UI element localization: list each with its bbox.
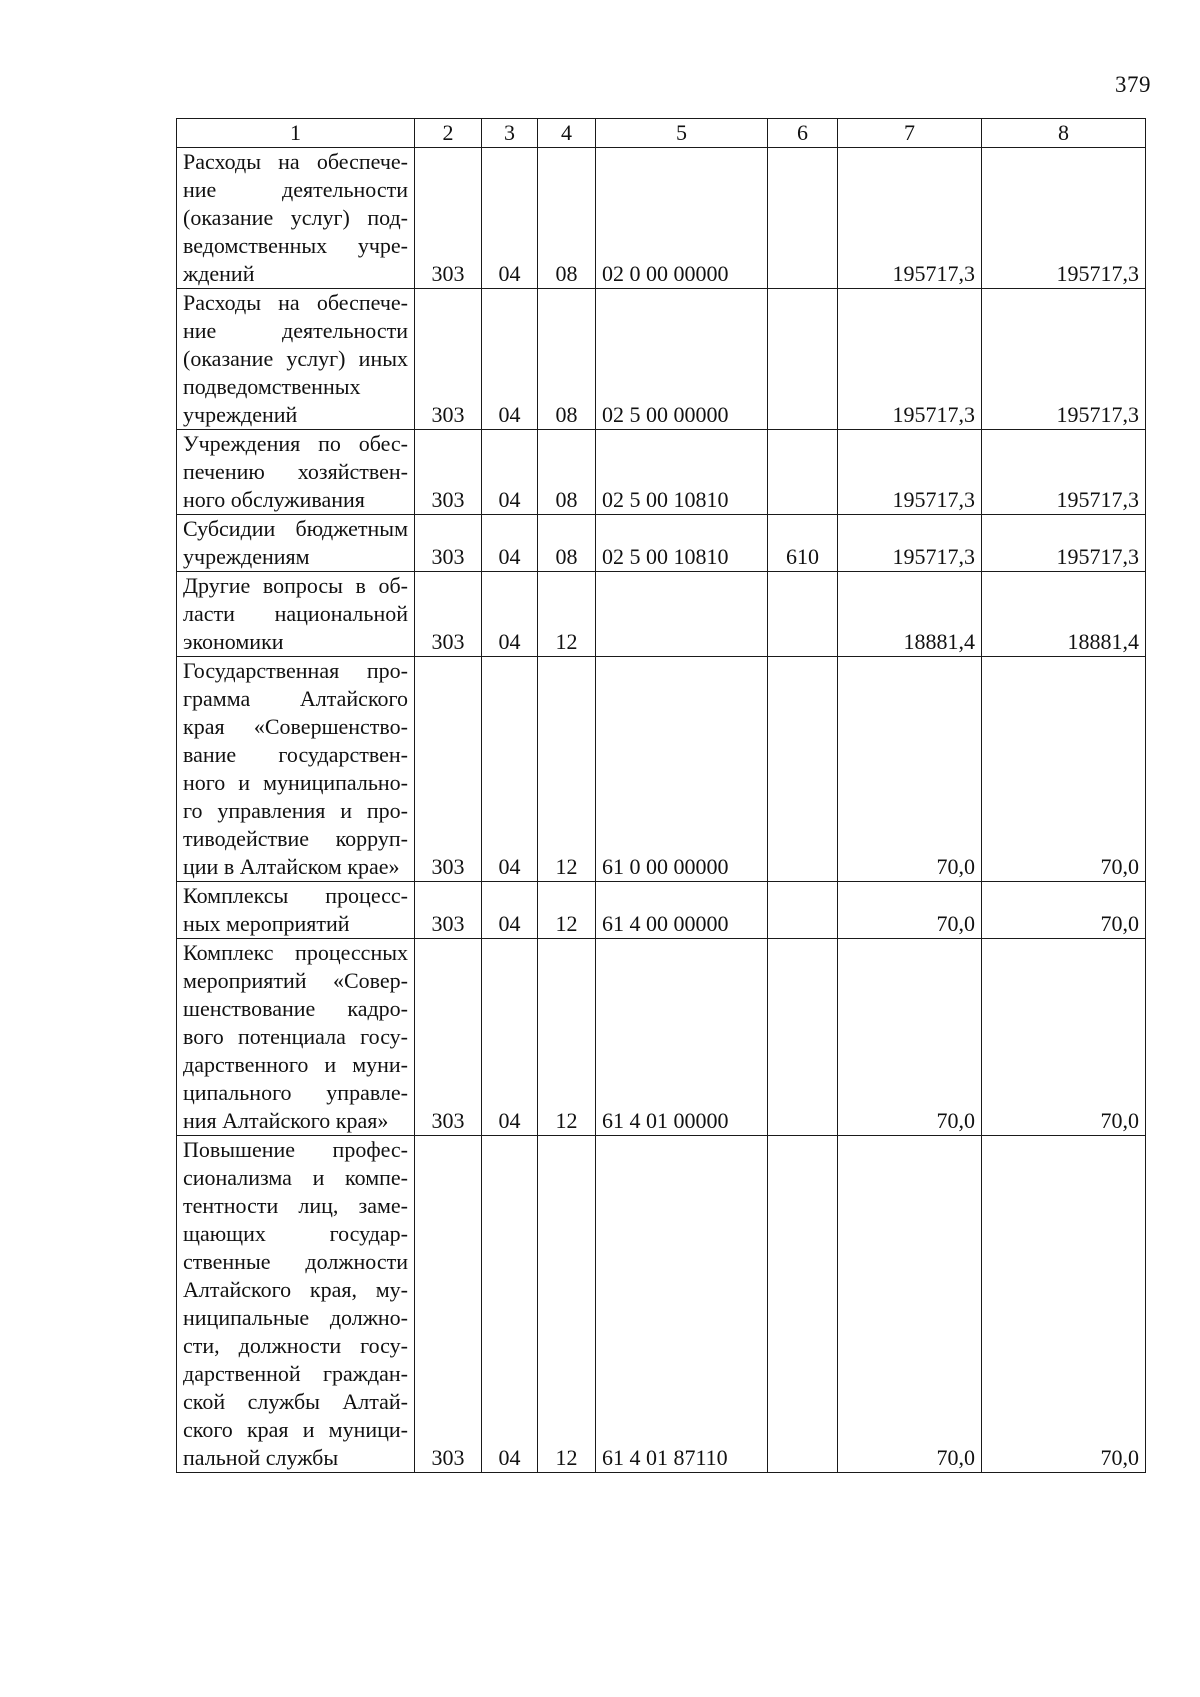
cell-ministry-code: 303: [415, 939, 482, 1136]
cell-section: 04: [482, 882, 538, 939]
cell-target-code: 61 4 01 87110: [596, 1136, 768, 1473]
cell-expense-type: [768, 939, 838, 1136]
cell-expense-type: [768, 1136, 838, 1473]
cell-ministry-code: 303: [415, 289, 482, 430]
cell-target-code: 02 5 00 10810: [596, 430, 768, 515]
cell-ministry-code: 303: [415, 572, 482, 657]
row-name: Расходы на обеспече-ние деятельности (оказание услуг) под-ведомственных учре-ждений: [177, 148, 415, 289]
cell-amount-2: 70,0: [982, 882, 1146, 939]
cell-amount-1: 18881,4: [838, 572, 982, 657]
table-row: [177, 289, 1146, 430]
cell-subsection: 12: [538, 882, 596, 939]
column-header: 1: [177, 119, 415, 148]
cell-section: 04: [482, 572, 538, 657]
cell-section: 04: [482, 1136, 538, 1473]
column-header: 7: [838, 119, 982, 148]
table-row: [177, 148, 1146, 289]
cell-amount-1: 70,0: [838, 882, 982, 939]
cell-target-code: 02 0 00 00000: [596, 148, 768, 289]
cell-amount-1: 70,0: [838, 939, 982, 1136]
cell-amount-1: 70,0: [838, 657, 982, 882]
column-header: 4: [538, 119, 596, 148]
cell-amount-2: 18881,4: [982, 572, 1146, 657]
cell-expense-type: [768, 657, 838, 882]
cell-expense-type: [768, 430, 838, 515]
cell-target-code: [596, 572, 768, 657]
cell-ministry-code: 303: [415, 430, 482, 515]
cell-subsection: 08: [538, 148, 596, 289]
cell-amount-2: 195717,3: [982, 430, 1146, 515]
cell-subsection: 08: [538, 515, 596, 572]
cell-ministry-code: 303: [415, 1136, 482, 1473]
page-number: 379: [1115, 72, 1151, 97]
table-header-row: [177, 119, 1146, 148]
cell-ministry-code: 303: [415, 148, 482, 289]
cell-subsection: 12: [538, 572, 596, 657]
cell-subsection: 12: [538, 939, 596, 1136]
cell-section: 04: [482, 148, 538, 289]
table-row: [177, 882, 1146, 939]
cell-amount-1: 195717,3: [838, 515, 982, 572]
row-name: Государственная про-грамма Алтайского края «Совершенство-вание государствен-ного и муниципально-го управления и про-тиводействие корруп-ции в Алтайском крае»: [177, 657, 415, 882]
cell-amount-2: 70,0: [982, 1136, 1146, 1473]
cell-expense-type: 610: [768, 515, 838, 572]
row-name: Повышение профес-сионализма и компе-тентности лиц, заме-щающих государ-ственные должности Алтайского края, му-ниципальные должно-сти, должности госу-дарственной граждан-ской службы Алтай-ского края и муници-пальной службы: [177, 1136, 415, 1473]
table-row: [177, 939, 1146, 1136]
cell-section: 04: [482, 430, 538, 515]
cell-target-code: 61 4 01 00000: [596, 939, 768, 1136]
cell-amount-2: 195717,3: [982, 148, 1146, 289]
cell-amount-2: 70,0: [982, 657, 1146, 882]
cell-amount-2: 195717,3: [982, 289, 1146, 430]
column-header: 3: [482, 119, 538, 148]
cell-expense-type: [768, 572, 838, 657]
cell-target-code: 02 5 00 10810: [596, 515, 768, 572]
cell-ministry-code: 303: [415, 657, 482, 882]
cell-section: 04: [482, 657, 538, 882]
cell-section: 04: [482, 289, 538, 430]
column-header: 5: [596, 119, 768, 148]
cell-expense-type: [768, 289, 838, 430]
column-header: 8: [982, 119, 1146, 148]
cell-target-code: 61 0 00 00000: [596, 657, 768, 882]
table-row: [177, 572, 1146, 657]
cell-section: 04: [482, 939, 538, 1136]
cell-subsection: 08: [538, 430, 596, 515]
cell-target-code: 61 4 00 00000: [596, 882, 768, 939]
column-header: 6: [768, 119, 838, 148]
row-name: Другие вопросы в об-ласти национальной экономики: [177, 572, 415, 657]
cell-target-code: 02 5 00 00000: [596, 289, 768, 430]
row-name: Расходы на обеспече-ние деятельности (оказание услуг) иных подведомственных учреждений: [177, 289, 415, 430]
cell-amount-1: 195717,3: [838, 289, 982, 430]
table-row: [177, 430, 1146, 515]
cell-expense-type: [768, 148, 838, 289]
cell-amount-2: 195717,3: [982, 515, 1146, 572]
row-name: Учреждения по обес-печению хозяйствен-ного обслуживания: [177, 430, 415, 515]
table-row: [177, 1136, 1146, 1473]
cell-amount-1: 195717,3: [838, 430, 982, 515]
cell-expense-type: [768, 882, 838, 939]
table-row: [177, 515, 1146, 572]
cell-ministry-code: 303: [415, 515, 482, 572]
row-name: Субсидии бюджетным учреждениям: [177, 515, 415, 572]
cell-amount-2: 70,0: [982, 939, 1146, 1136]
cell-section: 04: [482, 515, 538, 572]
row-name: Комплексы процесс-ных мероприятий: [177, 882, 415, 939]
budget-table: [176, 118, 1146, 1473]
cell-subsection: 08: [538, 289, 596, 430]
column-header: 2: [415, 119, 482, 148]
cell-ministry-code: 303: [415, 882, 482, 939]
cell-amount-1: 195717,3: [838, 148, 982, 289]
cell-subsection: 12: [538, 1136, 596, 1473]
cell-amount-1: 70,0: [838, 1136, 982, 1473]
row-name: Комплекс процессных мероприятий «Совер-шенствование кадро-вого потенциала госу-дарственного и муни-ципального управле-ния Алтайского края»: [177, 939, 415, 1136]
cell-subsection: 12: [538, 657, 596, 882]
table-row: [177, 657, 1146, 882]
